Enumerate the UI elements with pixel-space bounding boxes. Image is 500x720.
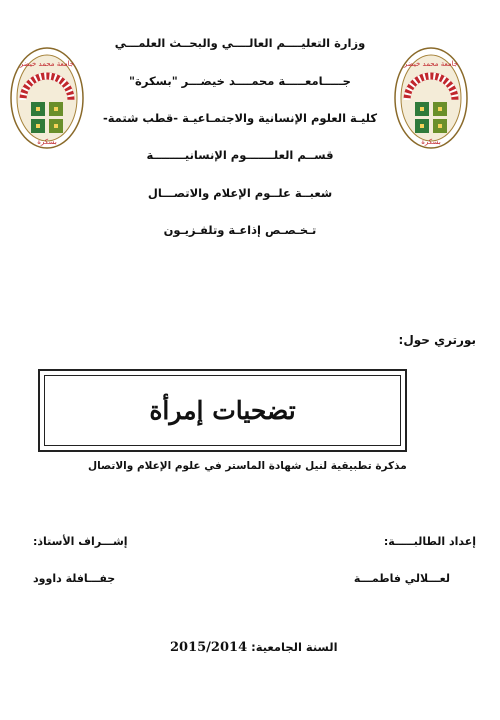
academic-year (170, 640, 338, 655)
logo-bottom-text: بسكرة (37, 138, 57, 146)
logo-top-text: جامعة محمد خيضر (403, 60, 459, 68)
branch-name: شعبــة علــوم الإعلام والاتصـــال (147, 186, 333, 200)
logo-bottom-text: بسكرة (421, 138, 441, 146)
title-box (38, 369, 407, 452)
student-name: لعـــلالي فاطمـــة (353, 572, 450, 585)
document-subtitle: مذكرة تطبيقية لنيل شهادة الماستر في علوم الإعلام والاتصال (88, 460, 407, 472)
academic-year-value: 2015/2014 (170, 640, 248, 655)
faculty-name: كليـة العلوم الإنسانية والاجتمـاعيـة -قطب شتمة- (102, 111, 378, 125)
logo-top-text: جامعة محمد خيضر (19, 60, 75, 68)
supervisor-name: جفـــافلة داوود (33, 572, 116, 585)
document-title: تضحيات إمرأة (149, 396, 296, 425)
department-name: قســم العلـــــــوم الإنسانيــــــــة (146, 148, 334, 162)
student-label: إعداد الطالبـــــة: (383, 535, 476, 548)
academic-year-label: السنة الجامعية: (251, 640, 338, 654)
specialty-name: تـخـصـص إذاعـة وتلفـزيـون (163, 223, 317, 237)
portrait-label: بورتري حول: (398, 333, 476, 347)
university-logo-right (393, 46, 469, 156)
supervisor-label: إشـــراف الأستاذ: (33, 535, 128, 548)
university-logo-left (9, 46, 85, 156)
ministry-name: وزارة التعليــــم العالــــي والبحــث العلمـــي (114, 36, 366, 50)
university-name: جـــــامعـــــة محمــــد خيضـــر "بسكرة" (129, 74, 351, 88)
